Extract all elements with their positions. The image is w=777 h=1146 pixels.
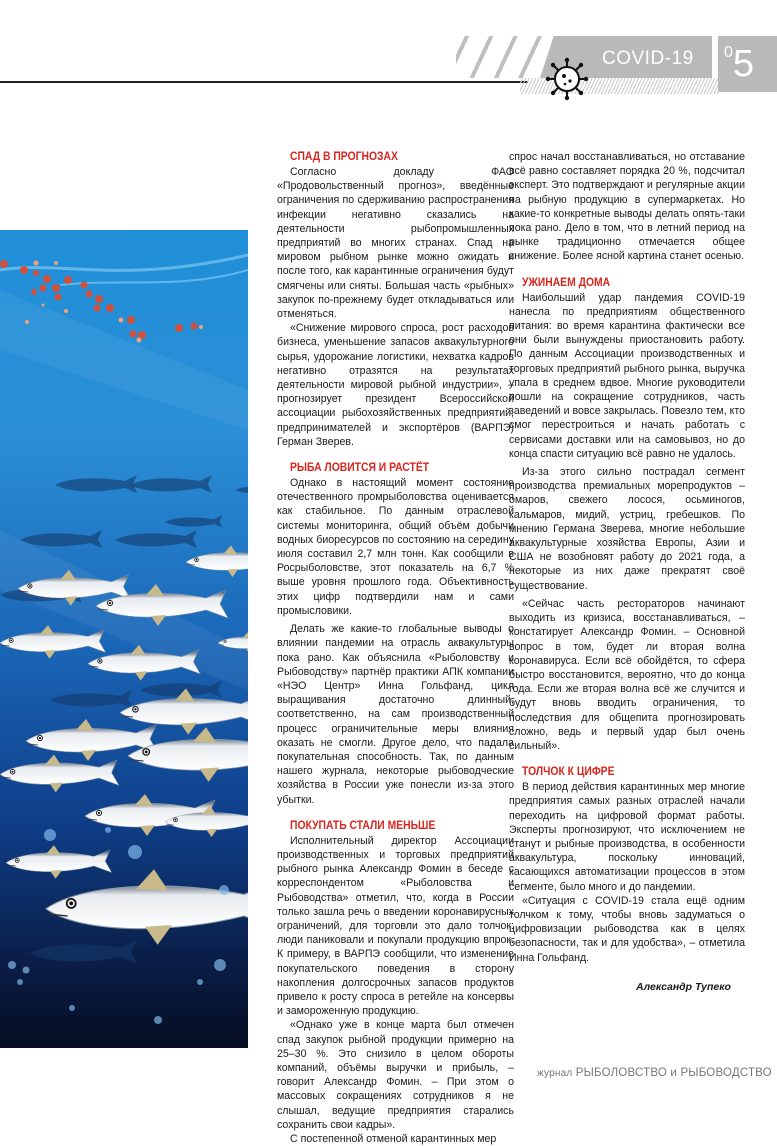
author-byline: Александр Тупеко xyxy=(636,981,731,993)
tuna-school-illustration xyxy=(0,230,248,1048)
paragraph: С постепенной отменой карантинных мер xyxy=(290,1133,497,1145)
article-column-1 xyxy=(277,150,514,1146)
paragraph: «Сейчас часть рестораторов начинают выходить из кризиса, восстанавливаться, – констатирует Александр Фомин. – Основной вопрос в том, будет ли вторая волна коронавируса. Если всё обойдётся, то сфера быстро восстановится, вероятно, что до конца года. Если же вторая волна всё же случится и будут вновь вводить ограничения, то последствия для общепита прогнозировать сложно, ведь и первый удар был очень сильный». xyxy=(509,597,745,752)
footer-prefix: журнал xyxy=(537,1068,573,1079)
section-heading: ПОКУПАТЬ СТАЛИ МЕНЬШЕ xyxy=(290,819,436,832)
paragraph: спрос начал восстанавливаться, но отставание всё равно составляет порядка 20 %, подсчитал эксперт. Это подтверждают и регулярные акции на рыбную продукцию в супермаркетах. Но какие-то конкретные выводы делать опять-таки пока рано. Дело в том, что в летний период на рынке традиционно отмечается общее снижение. Более ясной картина станет осенью. xyxy=(509,151,745,263)
footer-magazine-title xyxy=(537,1067,772,1079)
header-rule xyxy=(0,81,528,83)
section-heading: РЫБА ЛОВИТСЯ И РАСТЁТ xyxy=(290,462,430,475)
paragraph: «Ситуация с COVID-19 стала ещё одним толчком к тому, чтобы вновь задуматься о цифровизации рыбоводства как в целях безопасности, так и для удобства», – отметила Инна Гольфанд. xyxy=(509,894,745,964)
paragraph: Однако в настоящий момент состояние отечественного промрыболовства оценивается как стабильное. По данным отраслевой системы мониторинга, общий объём добычи водных биоресурсов по состоянию на середину июля составил 2,7 млн тонн. Как сообщили в Росрыболовстве, этот показатель на 6,7 % выше уровня прошлого года. Объективность этих цифр подтвердили нам и сами промысловики. xyxy=(277,477,514,617)
section-heading: СПАД В ПРОГНОЗАХ xyxy=(290,151,398,163)
virus-icon xyxy=(545,57,589,101)
paragraph: Делать же какие-то глобальные выводы о влиянии пандемии на отрасль аквакультуры пока рано. Как объяснила «Рыболовству и Рыбоводству» партнёр практики АПК компании «НЭО Центр» Инна Гольфанд, цикл выращивания достаточно длинный, соответственно, на сам производственный процесс ограничительные меры влияния оказать не смогли. Другое дело, что падала покупательная способность. Так, по данным нашего журнала, некоторые рыбоводческие хозяйства в России уже понесли из-за этого убытки. xyxy=(277,623,514,806)
paragraph: «Снижение мирового спроса, рост расходов бизнеса, уменьшение запасов аквакультурного сырья, удорожание логистики, нехватка кадров негативно отразятся на результатах деятельности мировой рыбной индустрии», – прогнозирует президент Всероссийской ассоциации рыбохозяйственных предприятий, предпринимателей и экспортёров (ВАРПЭ) Герман Зверев. xyxy=(277,322,514,448)
paragraph: Согласно докладу ФАО «Продовольственный прогноз», введённые ограничения по сдерживанию распространения инфекции негативно сказались на деятельности рыбопромышленных предприятий во многих странах. Спад на мировом рыбном рынке можно ожидать и после того, как карантинные ограничения будут смягчены или сняты. Большая часть «рыбных» закупок по-прежнему будет откладываться или отменяться. xyxy=(277,166,514,321)
footer-title: РЫБОЛОВСТВО и РЫБОВОДСТВО xyxy=(575,1067,772,1079)
paragraph: В период действия карантинных мер многие предприятия самых разных отраслей начали переходить на цифровой формат работы. Эксперты прогнозируют, что исключением не станут и рыбные производства, в особенности аквакультура, поскольку инноваций, касающихся автоматизации процессов в этом сегменте, было много и до пандемии. xyxy=(509,781,745,893)
section-heading: УЖИНАЕМ ДОМА xyxy=(522,276,611,289)
article-column-2 xyxy=(509,150,745,965)
paragraph: «Однако уже в конце марта был отмечен спад закупок рыбной продукции примерно на 25–30 %. Это снизило в целом обороты компаний, объёмы выручки и прибыль, – говорит Александр Фомин. – При этом о массовых сокращениях сотрудников я не слышал, ведущие предприятия старались сохранить свои кадры». xyxy=(277,1019,514,1131)
paragraph: Из-за этого сильно пострадал сегмент производства премиальных морепродуктов – омаров, свежего лосося, осьминогов, кальмаров, мидий, устриц, гребешков. По мнению Германа Зверева, многие небольшие аквакультурные хозяйства Европы, Азии и США не возобновят работу до 2021 года, а некоторые из них даже прекратят своё существование. xyxy=(509,466,745,592)
paragraph: Наибольший удар пандемия COVID-19 нанесла по предприятиям общественного питания: во время карантина фактически все они были вынуждены приостановить работу. По данным Ассоциации производственных и торговых предприятий рыбного рынка, выручка упала в среднем вдвое. Многие руководители пошли на сокращение сотрудников, часть заведений и вовсе закрылась. Повезло тем, кто смог перестроиться и начать работать с сервисами доставки или на самовывоз, но до конца спасти ситуацию всё равно не удалось. xyxy=(509,291,745,460)
section-heading: ТОЛЧОК К ЦИФРЕ xyxy=(522,766,615,779)
paragraph: Исполнительный директор Ассоциации производственных и торговых предприятий рыбного рынка Александр Фомин в беседе с корреспондентом «Рыболовства и Рыбоводства» отметил, что, когда в России только зашла речь о введении коронавирусных ограничений, для торговли это дало толчок: люди паниковали и покупали продукцию впрок. К примеру, в ВАРПЭ сообщили, что изменение покупательского поведения в сторону накопления долгосрочных запасов продуктов привело к росту спроса в ретейле на консервы и замороженную продукцию. xyxy=(277,834,514,1018)
section-label: COVID-19 xyxy=(602,48,694,69)
page-number: $^0$5 xyxy=(724,43,755,85)
